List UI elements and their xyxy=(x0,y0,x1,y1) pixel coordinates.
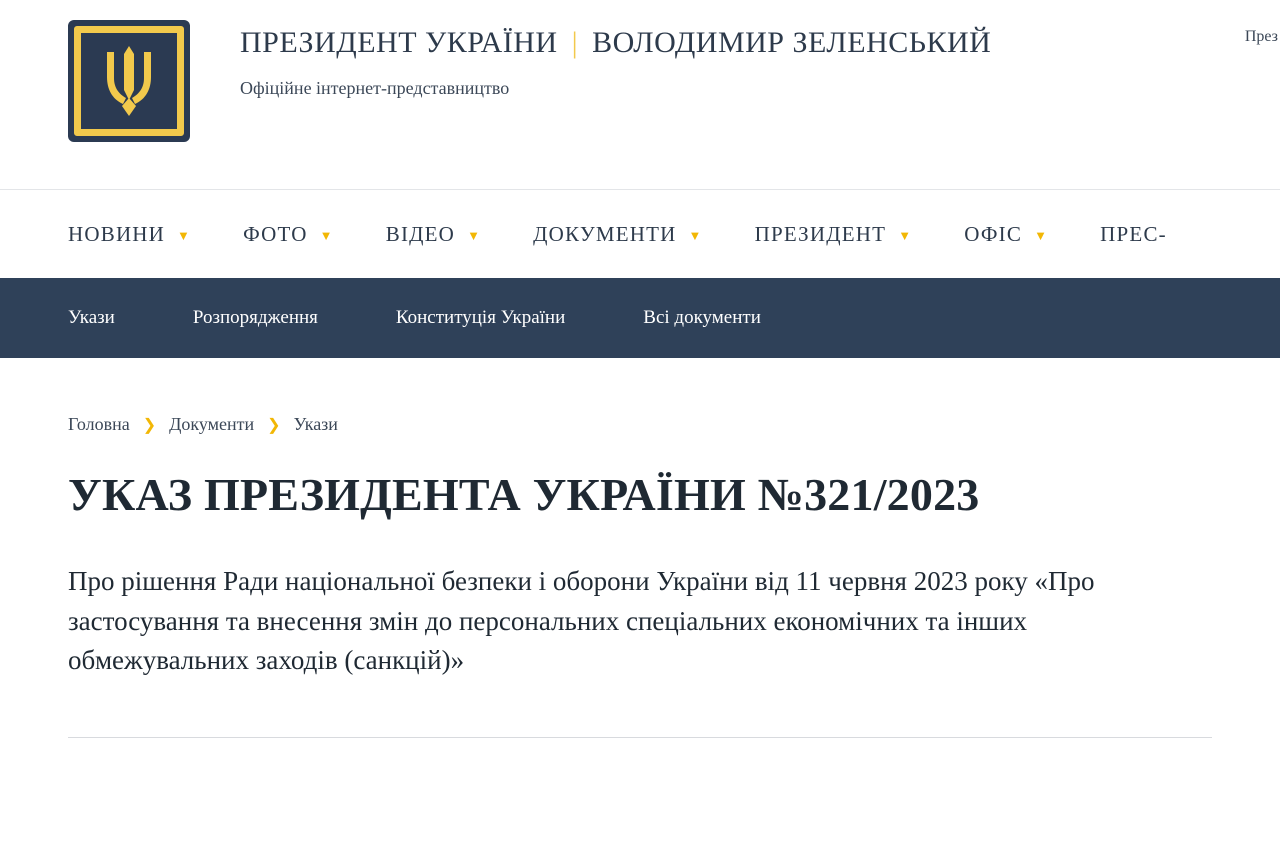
chevron-down-icon: ▼ xyxy=(898,227,913,243)
subnav-item-konstytutsiia[interactable]: Конституція України xyxy=(395,307,566,328)
chevron-down-icon: ▼ xyxy=(467,227,482,243)
site-title-person[interactable]: ВОЛОДИМИР ЗЕЛЕНСЬКИЙ xyxy=(592,26,992,59)
chevron-down-icon: ▼ xyxy=(177,227,192,243)
header-titles xyxy=(240,26,991,99)
nav-item-foto[interactable] xyxy=(243,222,334,247)
nav-item-label: ПРЕЗИДЕНТ xyxy=(754,221,887,246)
site-title-main[interactable]: ПРЕЗИДЕНТ УКРАЇНИ xyxy=(240,26,558,59)
subnav-item-rozporiadzhennia[interactable]: Розпорядження xyxy=(192,307,318,328)
site-header xyxy=(0,0,1280,190)
breadcrumb-item-documents[interactable]: Документи xyxy=(169,414,255,434)
breadcrumb-item-home[interactable]: Головна xyxy=(68,414,130,434)
site-subtitle: Офіційне інтернет-представництво xyxy=(240,78,510,98)
chevron-right-icon: ❯ xyxy=(142,416,157,434)
chevron-down-icon: ▼ xyxy=(688,227,703,243)
nav-item-novyny[interactable] xyxy=(68,222,191,247)
nav-item-label: НОВИНИ xyxy=(68,221,166,246)
header-right-label[interactable]: През xyxy=(1244,28,1278,45)
nav-item-prezydent[interactable] xyxy=(755,222,913,247)
subnav-item-ukazy[interactable]: Укази xyxy=(68,307,115,328)
main-navigation xyxy=(0,190,1280,278)
nav-item-label: ФОТО xyxy=(243,221,308,246)
nav-item-pres[interactable] xyxy=(1100,222,1167,247)
breadcrumb xyxy=(68,414,1212,435)
header-title-row xyxy=(240,26,991,60)
title-separator: | xyxy=(571,26,579,59)
content-divider xyxy=(68,737,1212,738)
nav-item-video[interactable] xyxy=(386,222,481,247)
subnav-item-vsi-dokumenty[interactable]: Всі документи xyxy=(643,307,761,328)
nav-item-label: ОФІС xyxy=(964,221,1023,246)
nav-item-label: ДОКУМЕНТИ xyxy=(533,221,677,246)
nav-item-dokumenty[interactable] xyxy=(533,222,702,247)
chevron-right-icon: ❯ xyxy=(267,416,281,434)
page-title: УКАЗ ПРЕЗИДЕНТА УКРАЇНИ №321/2023 xyxy=(68,469,980,520)
document-subtitle: Про рішення Ради національної безпеки і оборони України від 11 червня 2023 року «Про застосування та внесення змін до персональних спеціальних економічних та інших обмежувальних заходів (санкцій)» xyxy=(68,565,1095,676)
chevron-down-icon: ▼ xyxy=(1034,227,1049,243)
nav-item-label: ВІДЕО xyxy=(385,221,456,246)
chevron-down-icon: ▼ xyxy=(319,227,334,243)
nav-item-label: ПРЕС- xyxy=(1100,221,1167,246)
documents-subnavigation xyxy=(0,278,1280,358)
breadcrumb-item-decrees[interactable]: Укази xyxy=(293,414,338,434)
main-content xyxy=(0,358,1280,738)
ukraine-coat-of-arms-icon[interactable] xyxy=(68,20,190,142)
nav-item-ofis[interactable] xyxy=(964,222,1048,247)
